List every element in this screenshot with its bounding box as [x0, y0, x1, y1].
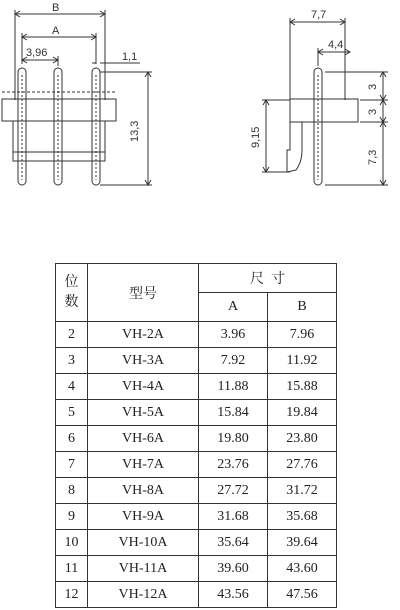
cell-model: VH-4A — [88, 374, 199, 400]
dim-lower-label: 7,3 — [367, 149, 379, 165]
header-col-a: A — [199, 293, 268, 322]
cell-pos: 12 — [56, 582, 88, 608]
cell-a: 43.56 — [199, 582, 268, 608]
cell-pos: 6 — [56, 426, 88, 452]
cell-b: 27.76 — [268, 452, 337, 478]
cell-a: 15.84 — [199, 400, 268, 426]
dim-pitch-label: 3,96 — [26, 47, 48, 59]
cell-model: VH-9A — [88, 504, 199, 530]
cell-pos: 11 — [56, 556, 88, 582]
cell-pos: 2 — [56, 322, 88, 348]
table-row — [56, 322, 337, 348]
table-row — [56, 374, 337, 400]
front-view — [2, 10, 152, 185]
table-row — [56, 556, 337, 582]
table-row — [56, 478, 337, 504]
dim-pin-width-label: 1,1 — [122, 51, 138, 63]
cell-model: VH-7A — [88, 452, 199, 478]
cell-b: 19.84 — [268, 400, 337, 426]
table-row — [56, 530, 337, 556]
table-row — [56, 452, 337, 478]
dim-offset-label: 4,4 — [328, 39, 344, 51]
table-row — [56, 348, 337, 374]
cell-pos: 10 — [56, 530, 88, 556]
cell-b: 23.80 — [268, 426, 337, 452]
cell-a: 27.72 — [199, 478, 268, 504]
cell-b: 39.64 — [268, 530, 337, 556]
cell-pos: 8 — [56, 478, 88, 504]
cell-a: 31.68 — [199, 504, 268, 530]
cell-a: 23.76 — [199, 452, 268, 478]
dim-b-label: B — [52, 2, 60, 14]
cell-b: 31.72 — [268, 478, 337, 504]
cell-pos: 9 — [56, 504, 88, 530]
cell-model: VH-10A — [88, 530, 199, 556]
cell-model: VH-5A — [88, 400, 199, 426]
cell-pos: 4 — [56, 374, 88, 400]
header-model: 型号 — [88, 264, 199, 322]
cell-pos: 7 — [56, 452, 88, 478]
cell-a: 3.96 — [199, 322, 268, 348]
table-row — [56, 582, 337, 608]
cell-a: 35.64 — [199, 530, 268, 556]
table-row — [56, 504, 337, 530]
technical-drawing — [0, 0, 400, 250]
cell-model: VH-6A — [88, 426, 199, 452]
cell-b: 47.56 — [268, 582, 337, 608]
cell-a: 19.80 — [199, 426, 268, 452]
dim-depth-label: 7,7 — [311, 9, 327, 21]
cell-pos: 3 — [56, 348, 88, 374]
cell-a: 11.88 — [199, 374, 268, 400]
header-col-b: B — [268, 293, 337, 322]
dim-height-label: 13,3 — [129, 120, 141, 142]
cell-b: 7.96 — [268, 322, 337, 348]
spec-table — [55, 263, 337, 608]
table-row — [56, 426, 337, 452]
header-size: 尺 寸 — [199, 264, 337, 293]
cell-model: VH-12A — [88, 582, 199, 608]
dim-upper-label: 3 — [367, 83, 379, 90]
cell-b: 35.68 — [268, 504, 337, 530]
header-positions: 位 数 — [56, 264, 88, 322]
cell-a: 7.92 — [199, 348, 268, 374]
cell-model: VH-2A — [88, 322, 199, 348]
cell-model: VH-11A — [88, 556, 199, 582]
dim-mid-label: 3 — [367, 108, 379, 115]
dim-a-label: A — [52, 25, 60, 37]
table-row — [56, 400, 337, 426]
cell-b: 43.60 — [268, 556, 337, 582]
cell-pos: 5 — [56, 400, 88, 426]
cell-b: 15.88 — [268, 374, 337, 400]
cell-a: 39.60 — [199, 556, 268, 582]
cell-b: 11.92 — [268, 348, 337, 374]
cell-model: VH-8A — [88, 478, 199, 504]
cell-model: VH-3A — [88, 348, 199, 374]
dim-left-height-label: 9,15 — [250, 126, 262, 148]
